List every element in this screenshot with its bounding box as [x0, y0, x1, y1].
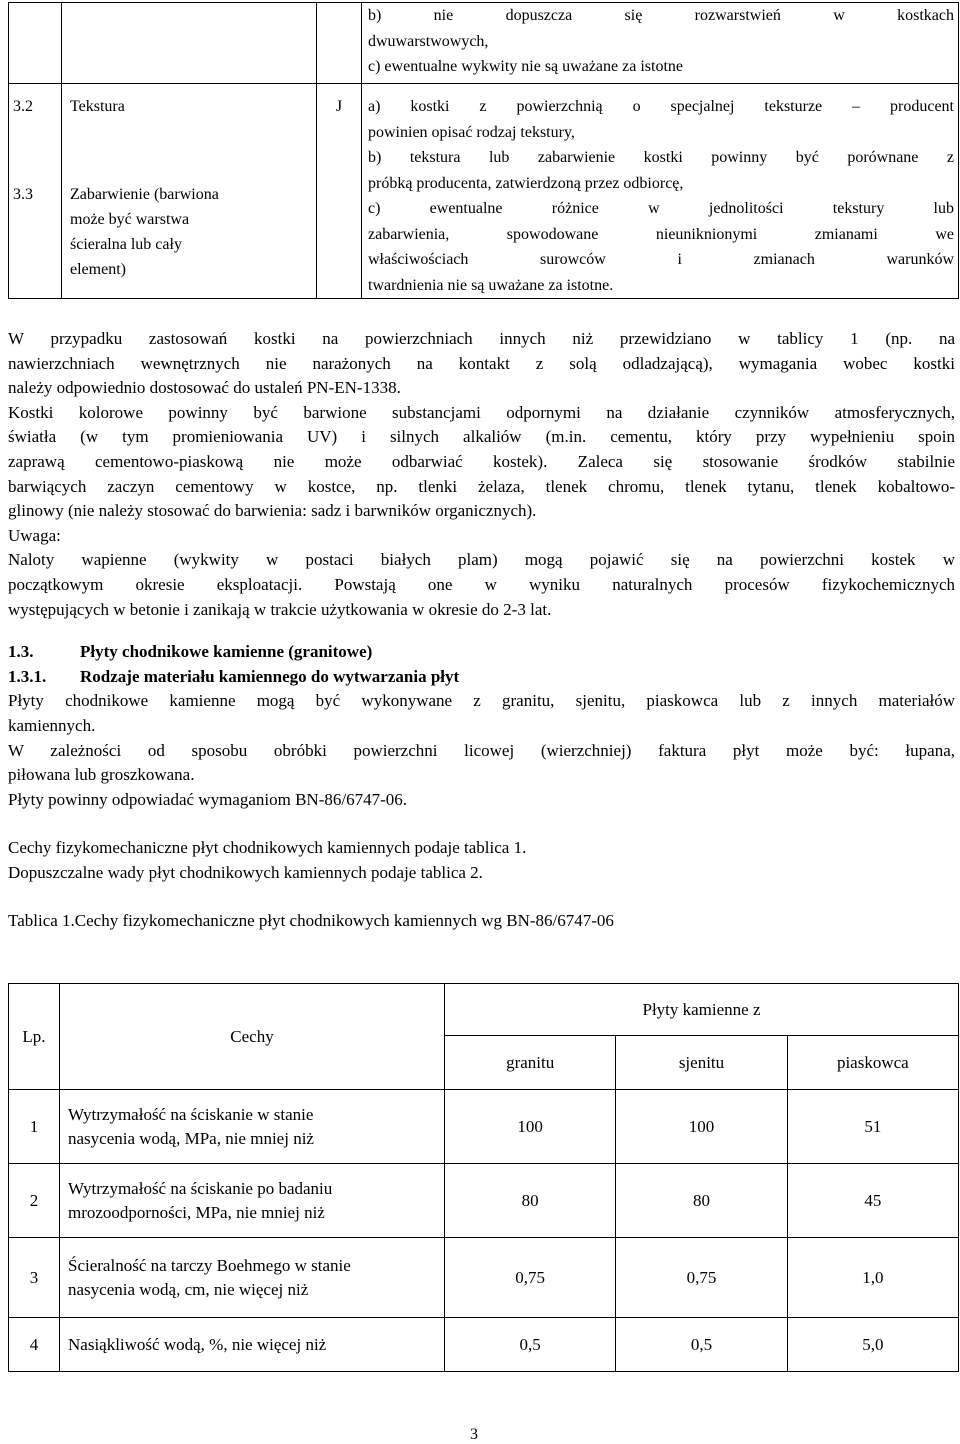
- paragraph-materials: Płyty chodnikowe kamienne mogą być wykonywane z granitu, sjenitu, piaskowca lub z innych materiałów kamiennych.: [8, 691, 955, 735]
- section-heading-1-3-1: 1.3.1. Rodzaje materiału kamiennego do wytwarzania płyt: [8, 666, 460, 686]
- desc-line: c) ewentualne wykwity nie są uważane za istotne: [368, 58, 683, 75]
- table-row: [9, 1090, 959, 1164]
- row-sjenitu: 80: [616, 1164, 787, 1238]
- page-number: 3: [470, 1426, 478, 1443]
- spec-name-zabarwienie: Zabarwienie (barwiona może być warstwa ścieralna lub cały element): [70, 185, 219, 278]
- section-heading-1-3: 1.3. Płyty chodnikowe kamienne (granitowe): [8, 642, 373, 662]
- row-piaskowca: 5,0: [787, 1318, 958, 1372]
- row-sjenitu: 0,75: [616, 1238, 787, 1318]
- row-piaskowca: 51: [787, 1090, 958, 1164]
- row-piaskowca: 1,0: [787, 1238, 958, 1318]
- header-group: Płyty kamienne z: [445, 984, 959, 1036]
- spec-row-tekstura: [9, 84, 959, 299]
- spec-row-continuation: [9, 3, 959, 84]
- paragraph-texture: W zależności od sposobu obróbki powierzchni licowej (wierzchniej) faktura płyt może być: łupana, piłowana lub groszkowana.: [8, 740, 955, 785]
- row-lp: 1: [9, 1090, 60, 1164]
- spec-table: [8, 2, 959, 299]
- paragraph-table1-ref: Cechy fizykomechaniczne płyt chodnikowych kamiennych podaje tablica 1.: [8, 838, 527, 858]
- row-lp: 3: [9, 1238, 60, 1318]
- header-sjenitu: sjenitu: [616, 1036, 787, 1090]
- row-cechy: Ścieralność na tarczy Boehmego w stanie nasycenia wodą, cm, nie więcej niż: [60, 1238, 445, 1318]
- row-granitu: 0,75: [445, 1238, 616, 1318]
- spec-desc-continuation: [362, 3, 959, 84]
- row-sjenitu: 100: [616, 1090, 787, 1164]
- table-row: [9, 1238, 959, 1318]
- row-sjenitu: 0,5: [616, 1318, 787, 1372]
- desc-line: dwuwarstwowych,: [368, 32, 489, 50]
- table-row: [9, 1164, 959, 1238]
- table-row: [9, 1318, 959, 1372]
- row-lp: 2: [9, 1164, 60, 1238]
- spec-level-j: J: [335, 98, 343, 115]
- row-piaskowca: 45: [787, 1164, 958, 1238]
- paragraph-scope: W przypadku zastosowań kostki na powierzchniach innych niż przewidziano w tablicy 1 (np. na nawierzchniach wewnętrznych nie narażonych na kontakt z solą odladzającą), wymagania wobec kostki należy odpowiednio dostosować do ustaleń PN-EN-1338.: [8, 329, 955, 398]
- header-piaskowca: piaskowca: [787, 1036, 958, 1090]
- spec-num-32: 3.2: [13, 98, 33, 115]
- header-row-top: [9, 984, 959, 1036]
- row-lp: 4: [9, 1318, 60, 1372]
- spec-name-tekstura: Tekstura: [70, 98, 125, 115]
- header-lp: Lp.: [9, 984, 60, 1090]
- desc-line: b) nie dopuszcza się rozwarstwień w kostkach: [368, 7, 954, 24]
- body-text: [8, 327, 955, 934]
- paragraph-standard: Płyty powinny odpowiadać wymaganiom BN-86/6747-06.: [8, 789, 407, 809]
- row-cechy: Wytrzymałość na ściskanie po badaniu mrozoodporności, MPa, nie mniej niż: [60, 1164, 445, 1238]
- table-caption: Tablica 1.Cechy fizykomechaniczne płyt chodnikowych kamiennych wg BN-86/6747-06: [8, 911, 614, 931]
- paragraph-table2-ref: Dopuszczalne wady płyt chodnikowych kamiennych podaje tablica 2.: [8, 862, 483, 882]
- header-granitu: granitu: [445, 1036, 616, 1090]
- row-granitu: 80: [445, 1164, 616, 1238]
- row-granitu: 100: [445, 1090, 616, 1164]
- spec-num-33: 3.3: [13, 185, 33, 203]
- row-cechy: Wytrzymałość na ściskanie w stanie nasycenia wodą, MPa, nie mniej niż: [60, 1090, 445, 1164]
- row-granitu: 0,5: [445, 1318, 616, 1372]
- row-cechy: Nasiąkliwość wodą, %, nie więcej niż: [60, 1318, 445, 1372]
- note-label: Uwaga:: [8, 525, 61, 545]
- header-cechy: Cechy: [60, 984, 445, 1090]
- data-table: [8, 983, 959, 1372]
- paragraph-efflorescence: Naloty wapienne (wykwity w postaci białych plam) mogą pojawić się na powierzchni kostek w początkowym okresie eksploatacji. Powstają one w wyniku naturalnych procesów fizykochemicznych występujących w betonie i zanikają w trakcie użytkowania w okresie do 2-3 lat.: [8, 550, 955, 619]
- paragraph-coloring: Kostki kolorowe powinny być barwione substancjami odpornymi na działanie czynników atmosferycznych, światła (w tym promieniowania UV) i silnych alkaliów (m.in. cementu, który przy wypełnieniu spoin zaprawą cementowo-piaskową nie może odbarwiać kostek). Zaleca się stosowanie środków stabilnie barwiących zaczyn cementowy w kostce, np. tlenki żelaza, tlenek chromu, tlenek tytanu, tlenek kobaltowo- glinowy (nie należy stosować do barwienia: sadz i barwników organicznych).: [8, 402, 955, 521]
- spec-desc-tekstura: a) kostki z powierzchnią o specjalnej teksturze – producent powinien opisać rodzaj tekstury, b) tekstura lub zabarwienie kostki powinny być porównane z próbką producenta, zatwierdzoną przez odbiorcę, c) ewentualne różnice w jednolitości tekstury lub zabarwienia, spowodowane nieuniknionymi zmianami we właściwościach surowców i zmianach warunków twardnienia nie są uważane za istotne.: [362, 84, 959, 299]
